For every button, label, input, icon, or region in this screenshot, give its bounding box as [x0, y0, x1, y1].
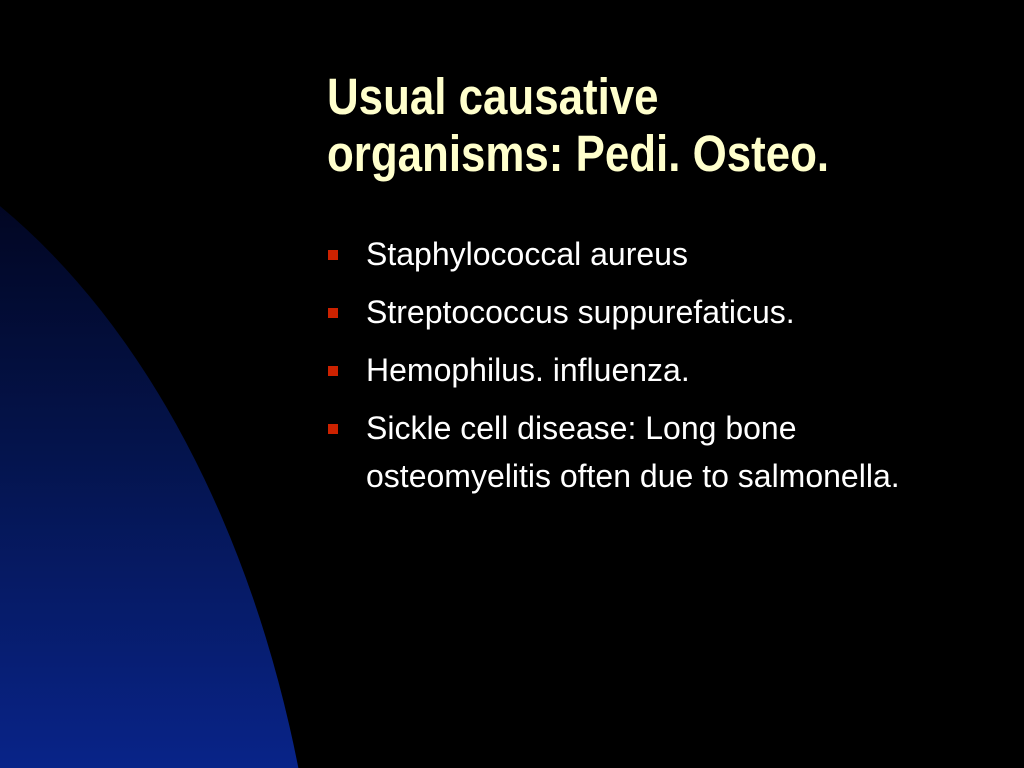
bullet-text: Hemophilus. influenza. — [366, 352, 690, 388]
bullet-text: Sickle cell disease: Long bone osteomyelitis often due to salmonella. — [366, 410, 900, 494]
bullet-list — [328, 230, 968, 510]
decorative-blue-arc — [0, 95, 325, 768]
square-bullet-icon — [328, 424, 338, 434]
title-line-2: organisms: Pedi. Osteo. — [327, 125, 830, 182]
bullet-item — [328, 404, 968, 500]
bullet-item — [328, 346, 968, 394]
bullet-text: Streptococcus suppurefaticus. — [366, 294, 795, 330]
slide-title — [327, 68, 912, 182]
square-bullet-icon — [328, 366, 338, 376]
bullet-item — [328, 288, 968, 336]
square-bullet-icon — [328, 308, 338, 318]
title-line-1: Usual causative — [327, 68, 659, 125]
square-bullet-icon — [328, 250, 338, 260]
bullet-item — [328, 230, 968, 278]
bullet-text: Staphylococcal aureus — [366, 236, 688, 272]
